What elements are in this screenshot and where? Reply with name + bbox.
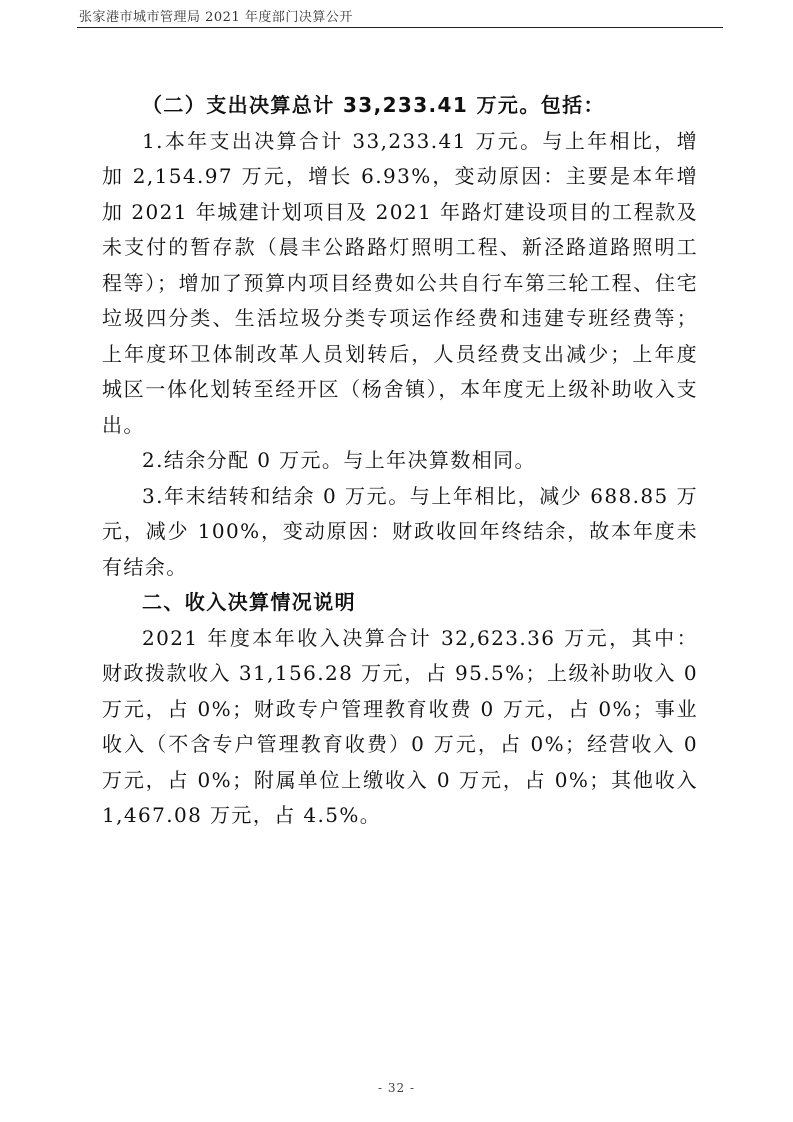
page-number: - 32 - (377, 1081, 415, 1095)
income-paragraph: 2021 年度本年收入决算合计 32,623.36 万元，其中：财政拨款收入 31,156.28 万元，占 95.5%；上级补助收入 0 万元，占 0%；财政专户管理教育收费 0 万元，占 0%；事业收入（不含专户管理教育收费）0 万元，占 0%；经营收入 0 万元，占 0%；附属单位上缴收入 0 万元，占 0%；其他收入 1,467.08 万元，占 4.5%。 (102, 625, 698, 827)
header-rule (77, 27, 723, 28)
expense-item-2: 2.结余分配 0 万元。与上年决算数相同。 (142, 448, 536, 472)
document-body (102, 88, 698, 834)
income-section-heading: 二、收入决算情况说明 (142, 590, 356, 614)
expense-total-heading: （二）支出决算总计 33,233.41 万元。包括： (142, 93, 605, 117)
expense-item-3: 3.年末结转和结余 0 万元。与上年相比，减少 688.85 万元，减少 100%，变动原因：财政收回年终结余，故本年度未有结余。 (102, 483, 698, 579)
running-header: 张家港市城市管理局 2021 年度部门决算公开 (79, 10, 353, 25)
expense-item-1: 1.本年支出决算合计 33,233.41 万元。与上年相比，增加 2,154.97 万元，增长 6.93%，变动原因：主要是本年增加 2021 年城建计划项目及 2021 年路灯建设项目的工程款及未支付的暂存款（晨丰公路路灯照明工程、新泾路道路照明工程等）；增加了预算内项目经费如公共自行车第三轮工程、住宅垃圾四分类、生活垃圾分类专项运作经费和违建专班经费等；上年度环卫体制改革人员划转后，人员经费支出减少；上年度城区一体化划转至经开区（杨舍镇），本年度无上级补助收入支出。 (102, 128, 698, 437)
